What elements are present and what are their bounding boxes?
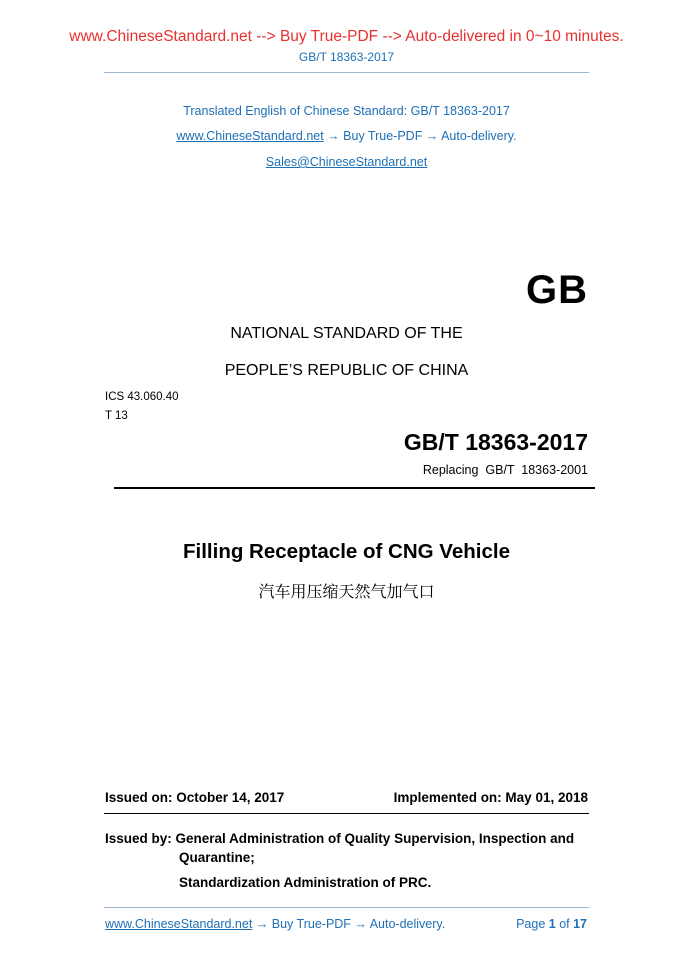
national-standard-line1: NATIONAL STANDARD OF THE — [230, 325, 463, 342]
header-email-line — [0, 155, 693, 169]
issued-by-authority-1: General Administration of Quality Supervision, Inspection and — [175, 831, 575, 846]
replacing-note: Replacing GB/T 18363-2001 — [422, 463, 588, 477]
top-banner[interactable]: www.ChineseStandard.net --> Buy True-PDF --> Auto-delivered in 0~10 minutes. — [69, 28, 624, 45]
gb-logo: GB — [526, 268, 588, 312]
issued-on: Issued on: October 14, 2017 — [105, 790, 285, 805]
email-link[interactable]: Sales@ChineseStandard.net — [265, 155, 428, 169]
standard-number: GB/T 18363-2017 — [403, 429, 588, 455]
title-english: Filling Receptacle of CNG Vehicle — [183, 540, 510, 563]
banner-standard-code: GB/T 18363-2017 — [298, 50, 395, 64]
issued-by-label: Issued by: — [105, 831, 176, 846]
page-of-label: of — [555, 917, 574, 931]
title-chinese: 汽车用压缩天然气加气口 — [258, 582, 435, 601]
banner-divider — [104, 72, 589, 73]
header-site-line — [0, 129, 693, 143]
implemented-on: Implemented on: May 01, 2018 — [393, 790, 588, 805]
issued-by-authority-2: Standardization Administration of PRC. — [179, 875, 432, 890]
footer-site-rest: → Buy True-PDF → Auto-delivery. — [252, 917, 446, 931]
footer-site-line — [105, 917, 445, 931]
issued-by-block — [105, 831, 574, 846]
national-standard-line2: PEOPLE’S REPUBLIC OF CHINA — [224, 362, 469, 379]
ics-code: ICS 43.060.40 — [105, 391, 179, 403]
footer-divider — [104, 907, 589, 908]
translated-note: Translated English of Chinese Standard: GB/T 18363-2017 — [183, 104, 510, 118]
page-number: 1 — [548, 917, 556, 931]
header-site-rest: → Buy True-PDF → Auto-delivery. — [323, 129, 517, 143]
page-total: 17 — [573, 917, 587, 931]
header-site-link[interactable]: www.ChineseStandard.net — [176, 129, 324, 143]
title-divider — [114, 487, 595, 489]
dates-divider — [104, 813, 589, 814]
t-code: T 13 — [105, 410, 128, 422]
page-label: Page — [516, 917, 549, 931]
issued-by-authority-1-cont: Quarantine; — [179, 850, 255, 865]
footer-site-link[interactable]: www.ChineseStandard.net — [105, 917, 253, 931]
page-indicator — [516, 917, 587, 931]
